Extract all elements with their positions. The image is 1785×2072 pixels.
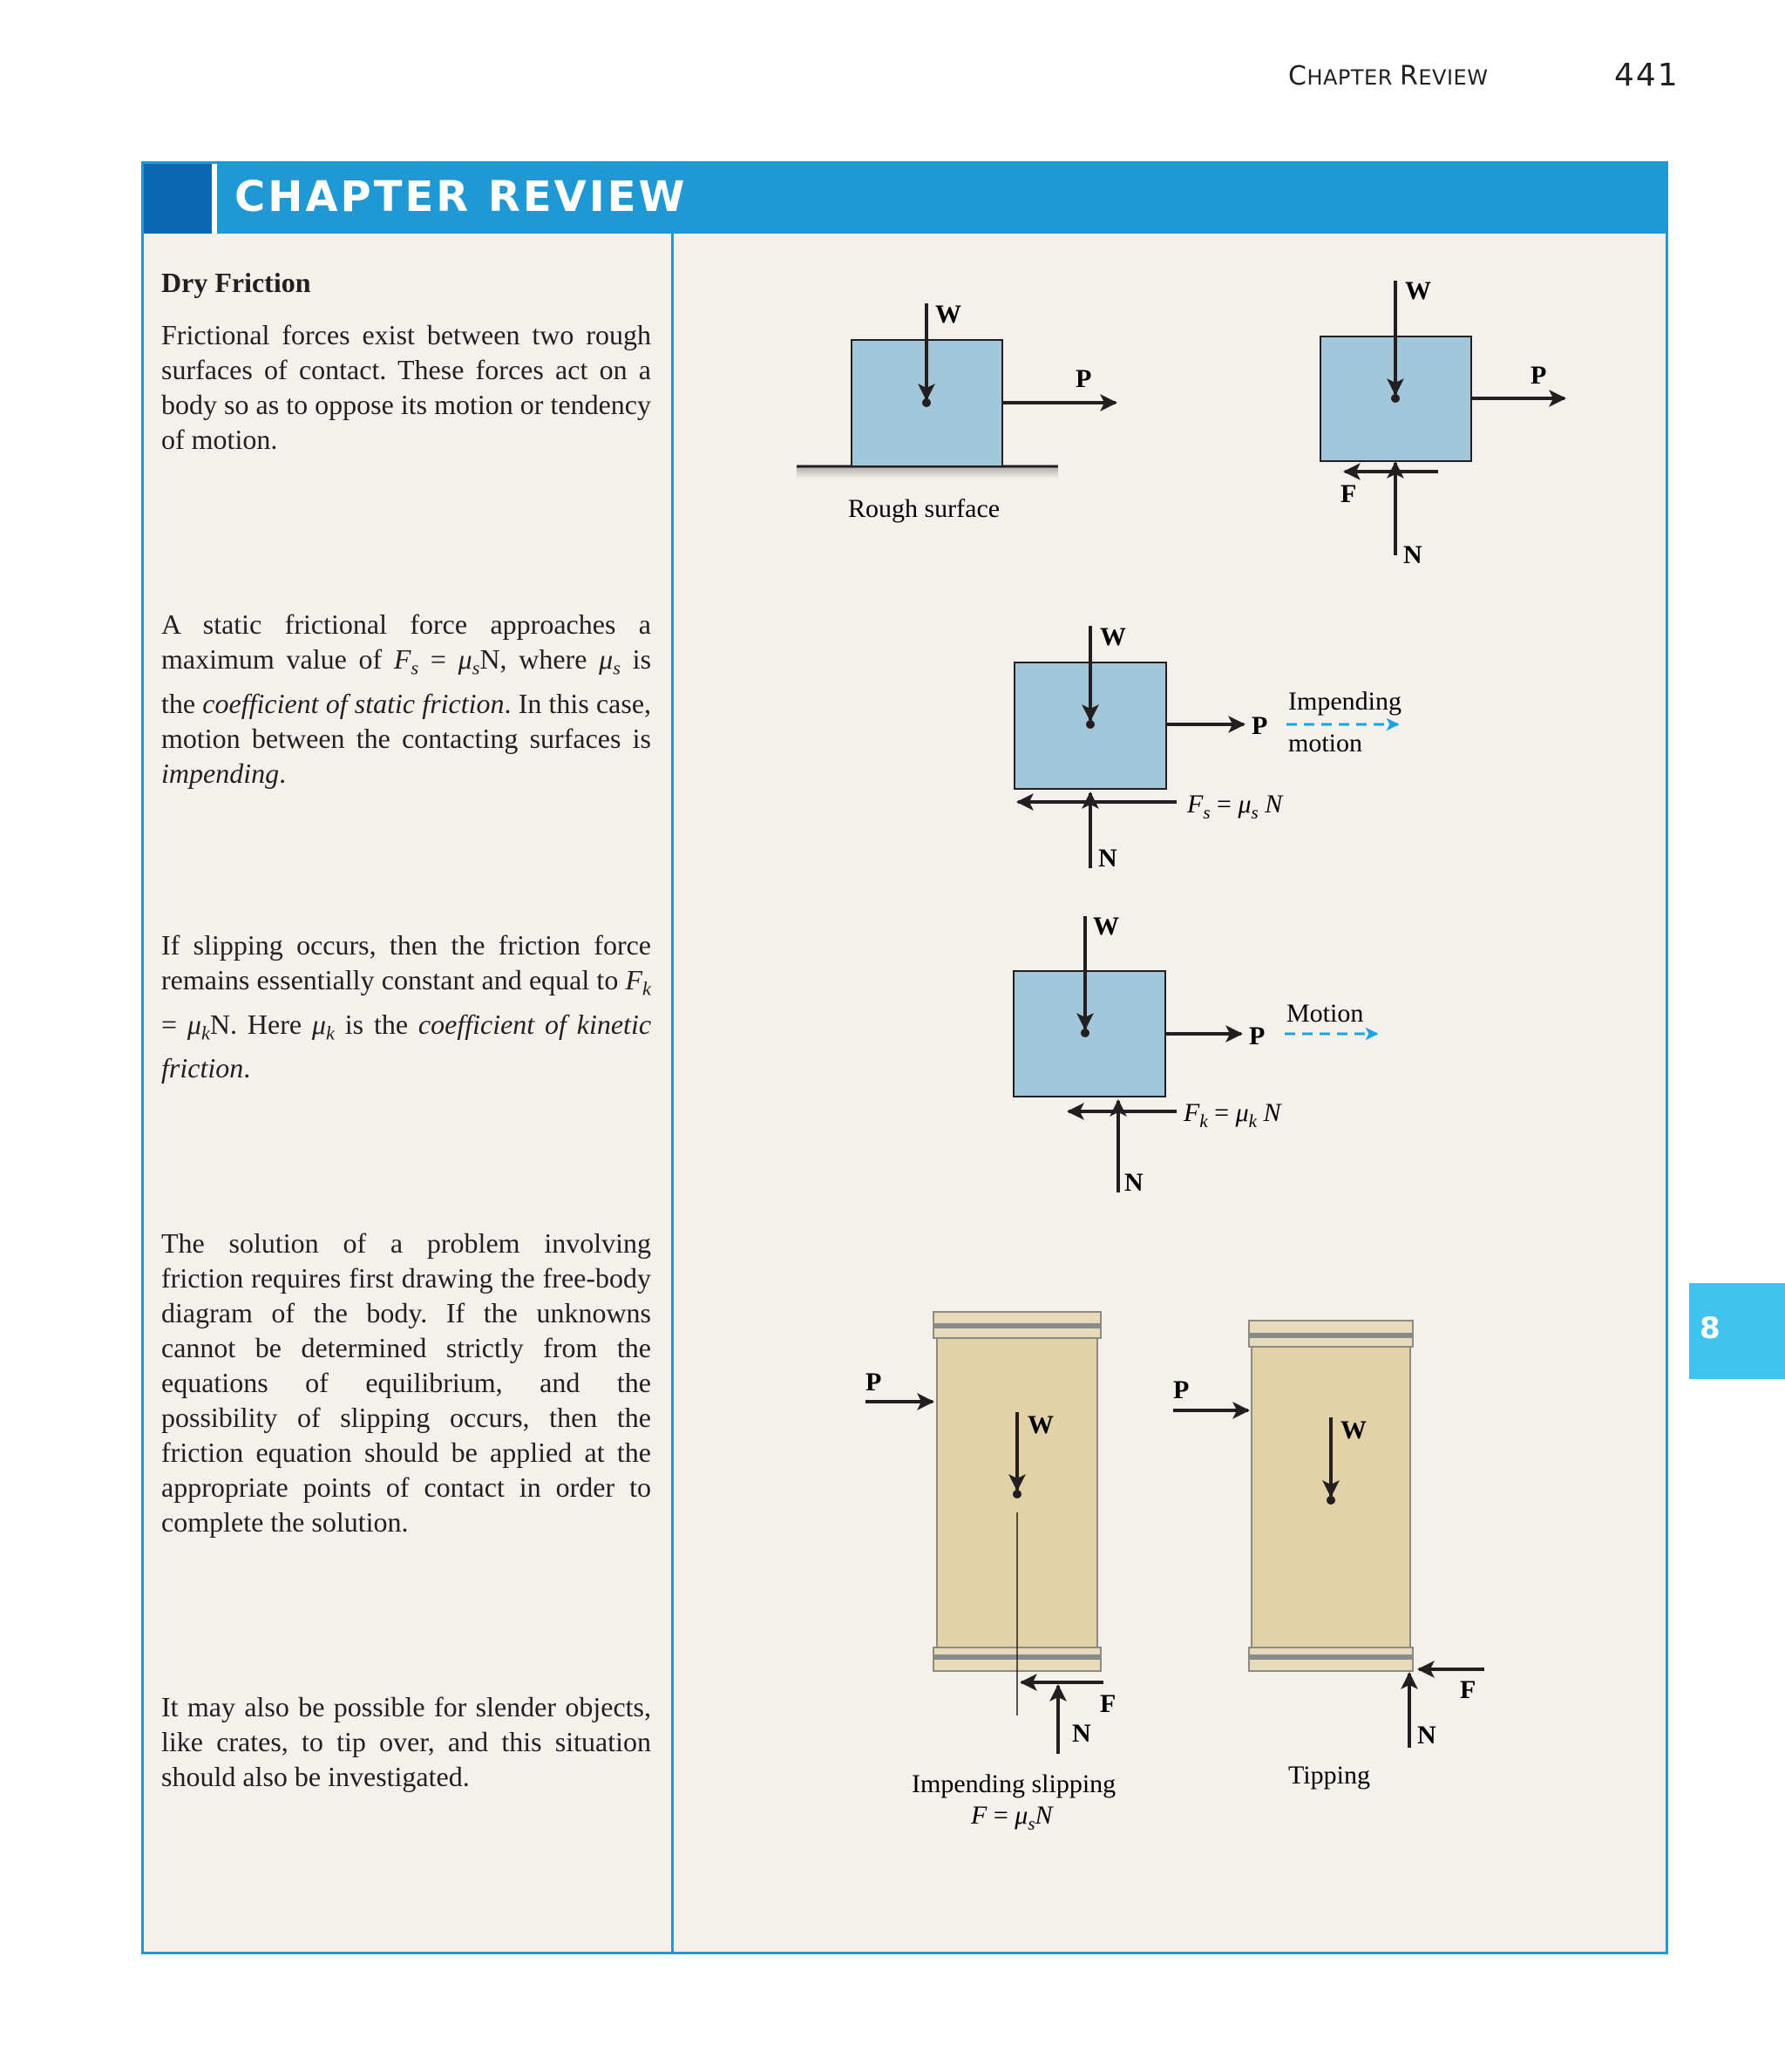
label-n: N xyxy=(1417,1721,1436,1749)
label-p: P xyxy=(1249,1022,1266,1050)
paragraph-1-text: Frictional forces exist between two rough surfaces of contact. These forces act on a body so as to oppose its motion or tendency of motion. xyxy=(161,319,651,455)
label-p: P xyxy=(1076,364,1092,393)
label-f: F xyxy=(1340,479,1357,508)
p2-text-g: N, where xyxy=(479,643,600,675)
p3-text-j: is the xyxy=(334,1008,418,1040)
p2-text-a: A static frictional force approaches a maximum value of xyxy=(161,608,651,675)
fs-mu: μ xyxy=(1238,790,1252,819)
running-head-hapter: HAPTER xyxy=(1307,65,1401,90)
label-n: N xyxy=(1403,540,1422,569)
label-f: F xyxy=(1100,1689,1116,1718)
label-w: W xyxy=(1340,1416,1367,1444)
label-p: P xyxy=(1530,361,1547,390)
p3-Fk-sub: k xyxy=(642,977,651,1000)
center-of-mass xyxy=(922,398,931,407)
block xyxy=(1014,971,1165,1097)
label-n: N xyxy=(1072,1719,1091,1748)
running-head-r: R xyxy=(1400,61,1419,92)
fs-sub: s xyxy=(1203,802,1211,823)
section-heading: Dry Friction xyxy=(161,267,311,298)
fk-eq: = xyxy=(1207,1098,1236,1127)
center-of-mass xyxy=(1327,1496,1335,1505)
label-w: W xyxy=(935,300,961,329)
fig-impending-slipping-crate xyxy=(865,1312,1116,1834)
p3-Fk-F: F xyxy=(625,964,643,995)
label-motion: Motion xyxy=(1286,999,1364,1028)
label-w: W xyxy=(1093,912,1119,941)
label-rough-surface: Rough surface xyxy=(848,494,1001,523)
fk-N: N xyxy=(1256,1098,1281,1127)
label-impending-slipping: Impending slipping xyxy=(912,1770,1116,1798)
fs-F: F xyxy=(1187,790,1204,819)
label-w: W xyxy=(1100,622,1126,651)
center-of-mass xyxy=(1391,394,1400,403)
p3-coefficient-kinetic: coefficient of kinetic friction xyxy=(161,1008,652,1084)
chapter-number: 8 xyxy=(1700,1311,1721,1346)
p3-mu2: μ xyxy=(311,1008,326,1040)
p3-period: . xyxy=(243,1052,251,1084)
label-f: F xyxy=(1460,1675,1476,1704)
p2-coefficient-static: coefficient of static friction xyxy=(202,687,505,719)
label-slipping-equation xyxy=(970,1801,1055,1834)
center-of-mass xyxy=(1081,1029,1089,1037)
is-F: F xyxy=(971,1801,988,1830)
label-p: P xyxy=(865,1368,882,1396)
p2-mu: μ xyxy=(458,643,472,675)
fig-free-body-diagram xyxy=(1320,276,1564,569)
fk-mu: μ xyxy=(1235,1098,1249,1127)
p2-Fs-F: F xyxy=(393,643,411,675)
is-mu: μ xyxy=(1015,1801,1028,1830)
fk-F: F xyxy=(1184,1098,1200,1127)
p3-eq: = xyxy=(161,1008,187,1040)
label-w: W xyxy=(1405,276,1431,305)
label-n: N xyxy=(1124,1168,1144,1197)
running-head-eview: EVIEW xyxy=(1418,65,1489,90)
p2-period: . xyxy=(279,757,287,789)
p2-Fs-sub: s xyxy=(411,656,419,679)
fk-sub: k xyxy=(1199,1111,1208,1131)
p2-text-l: . In this case, motion between the contacting surfaces is xyxy=(161,687,652,754)
fig-tipping-crate xyxy=(1173,1321,1484,1790)
p2-mu2: μ xyxy=(599,643,614,675)
fs-N: N xyxy=(1258,790,1283,819)
label-fs-equation xyxy=(1186,790,1284,823)
is-N: N xyxy=(1035,1801,1053,1830)
center-of-mass xyxy=(1013,1490,1021,1498)
p2-eq: = xyxy=(418,643,458,675)
running-head-c: C xyxy=(1288,61,1307,92)
fig-impending-motion xyxy=(1015,622,1402,873)
label-w: W xyxy=(1028,1410,1054,1439)
surface-shadow xyxy=(797,466,1058,479)
page-number: 441 xyxy=(1614,58,1680,93)
label-tipping: Tipping xyxy=(1288,1761,1370,1790)
label-p: P xyxy=(1252,711,1268,740)
fs-eq: = xyxy=(1210,790,1239,819)
center-of-mass xyxy=(1086,720,1095,729)
fs-mu-sub: s xyxy=(1251,802,1259,823)
p2-text-j: is the xyxy=(161,643,652,719)
fig-motion xyxy=(1014,912,1377,1197)
p3-text-g: N. Here xyxy=(209,1008,312,1040)
p2-impending: impending xyxy=(161,757,280,789)
label-impending: Impending xyxy=(1288,687,1402,716)
p3-mu-sub: k xyxy=(200,1022,210,1044)
banner-title: CHAPTER REVIEW xyxy=(234,173,688,221)
p3-text-a: If slipping occurs, then the friction force remains essentially constant and equal to xyxy=(161,929,651,995)
label-p: P xyxy=(1173,1376,1190,1404)
label-motion: motion xyxy=(1288,729,1363,757)
p2-mu-sub: s xyxy=(472,656,480,679)
is-eq: = xyxy=(987,1801,1015,1830)
p3-mu: μ xyxy=(187,1008,201,1040)
paragraph-5-text: It may also be possible for slender objects, like crates, to tip over, and this situation should also be investigated. xyxy=(161,1691,651,1792)
fig-rough-surface xyxy=(797,300,1116,523)
p2-mu2-sub: s xyxy=(613,656,621,679)
paragraph-4-text: The solution of a problem involving friction requires first drawing the free-body diagram of the body. If the unknowns cannot be determined strictly from the equations of equilibrium, and the possibility of slipping occurs, then the friction equation should be applied at the appropriate points of contact in order to complete the solution. xyxy=(161,1227,651,1538)
p3-mu2-sub: k xyxy=(325,1022,335,1044)
fk-mu-sub: k xyxy=(1248,1111,1257,1131)
is-sub: s xyxy=(1028,1813,1035,1834)
label-n: N xyxy=(1098,844,1117,873)
label-fk-equation xyxy=(1183,1098,1282,1131)
